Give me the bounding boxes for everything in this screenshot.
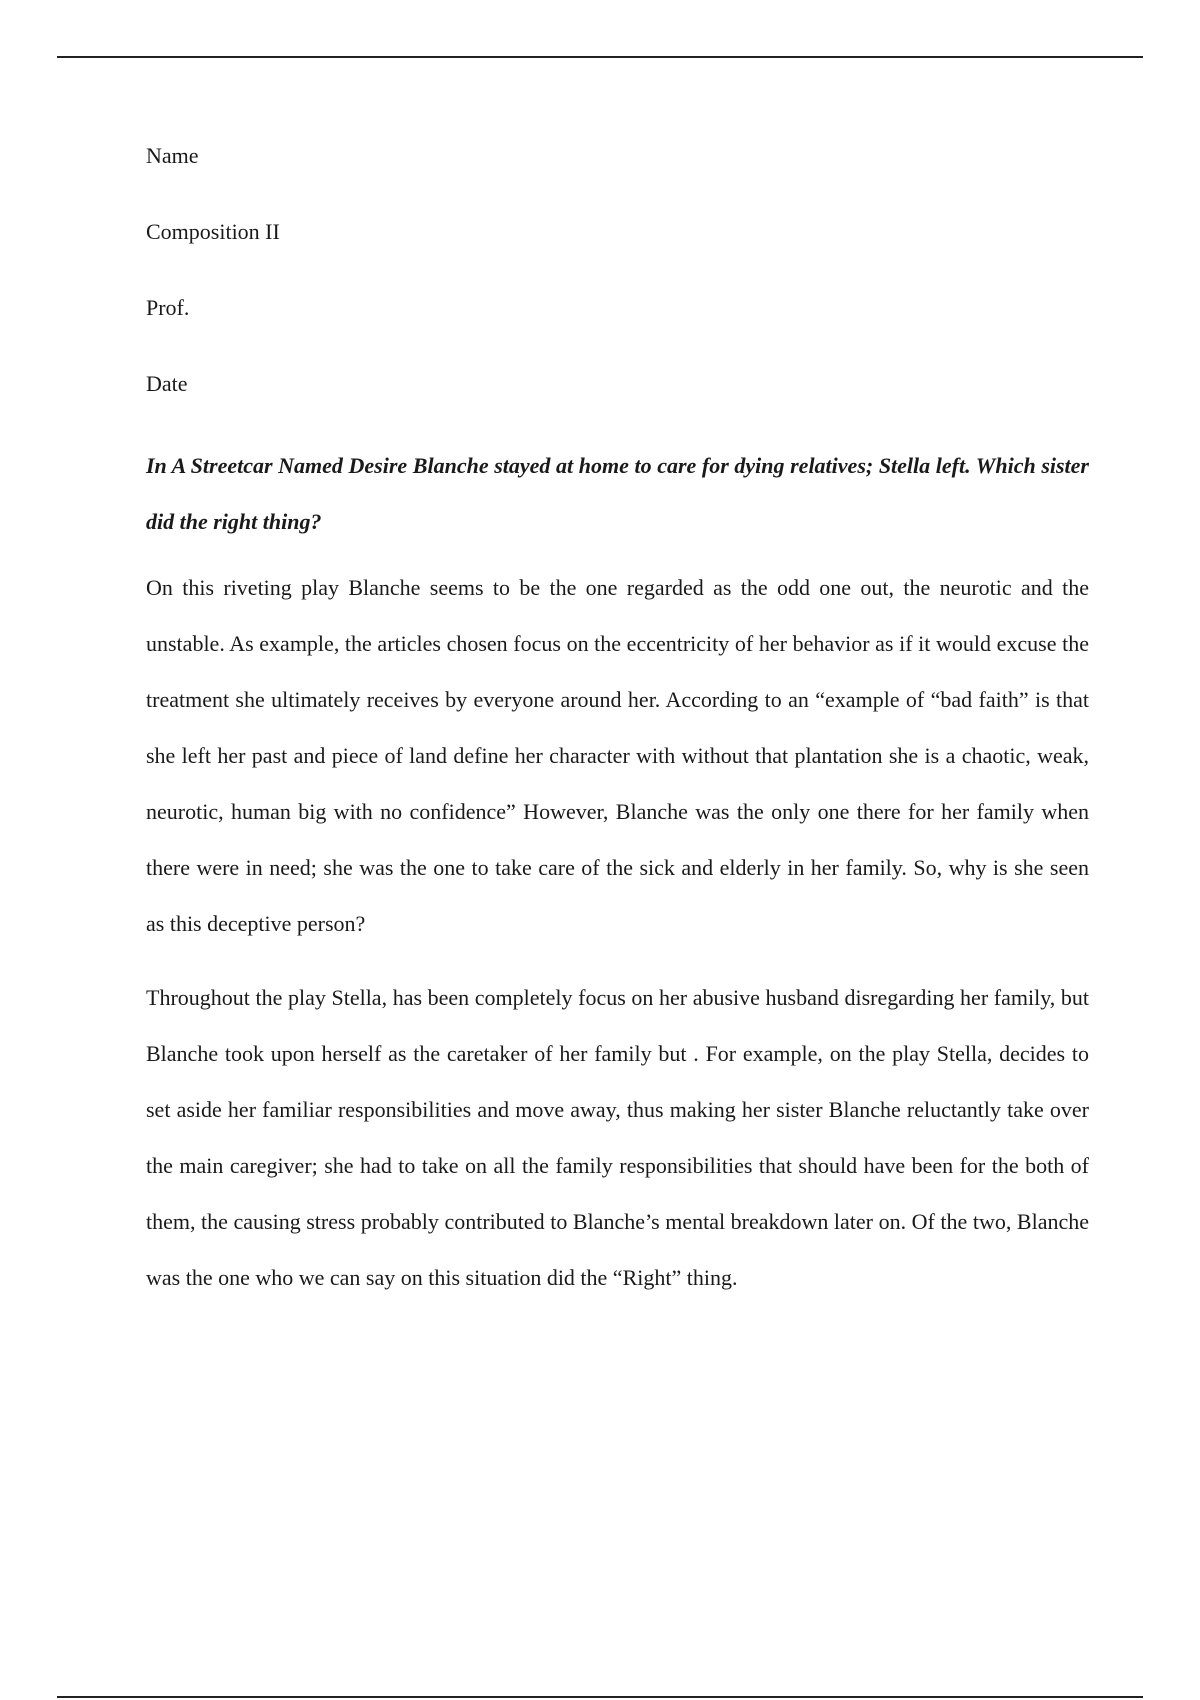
date-line: Date xyxy=(146,371,188,396)
document-page xyxy=(146,140,1089,1324)
top-rule xyxy=(57,56,1143,58)
student-name: Name xyxy=(146,143,199,168)
bottom-rule xyxy=(57,1696,1143,1698)
course-name: Composition II xyxy=(146,219,280,244)
professor-name: Prof. xyxy=(146,295,190,320)
paragraph-1: On this riveting play Blanche seems to be the one regarded as the odd one out, the neurotic and the unstable. As example, the articles chosen focus on the eccentricity of her behavior as if it would excuse the treatment she ultimately receives by everyone around her. According to an “example of “bad faith” is that she left her past and piece of land define her character with without that plantation she is a chaotic, weak, neurotic, human big with no confidence” However, Blanche was the only one there for her family when there were in need; she was the one to take care of the sick and elderly in her family. So, why is she seen as this deceptive person? xyxy=(146,575,1089,936)
header-block xyxy=(146,140,1089,400)
essay-title: In A Streetcar Named Desire Blanche stayed at home to care for dying relatives; Stella left. Which sister did the right thing? xyxy=(146,453,1089,534)
paragraph-2: Throughout the play Stella, has been completely focus on her abusive husband disregarding her family, but Blanche took upon herself as the caretaker of her family but . For example, on the play Stella, decides to set aside her familiar responsibilities and move away, thus making her sister Blanche reluctantly take over the main caregiver; she had to take on all the family responsibilities that should have been for the both of them, the causing stress probably contributed to Blanche’s mental breakdown later on. Of the two, Blanche was the one who we can say on this situation did the “Right” thing. xyxy=(146,985,1089,1290)
